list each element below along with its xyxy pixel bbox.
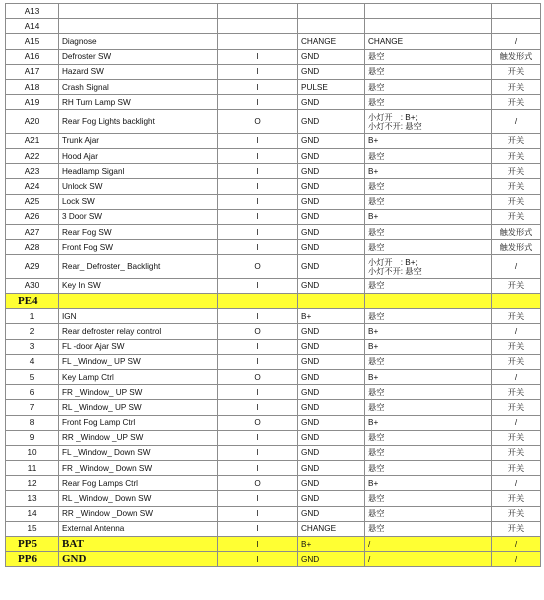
pin-definition-table <box>5 3 541 567</box>
table-row <box>6 49 541 64</box>
pin-cell: A28 <box>6 240 59 255</box>
io-type-cell: O <box>218 110 298 134</box>
signal-name-cell: Diagnose <box>59 34 218 49</box>
signal-name-cell: BAT <box>59 537 218 552</box>
inactive-level-cell: B+ <box>365 369 492 384</box>
remark-cell <box>492 4 541 19</box>
signal-name-cell: Key Lamp Ctrl <box>59 369 218 384</box>
io-type-cell: I <box>218 506 298 521</box>
inactive-level-cell: B+ <box>365 476 492 491</box>
active-level-cell: GND <box>298 255 365 279</box>
signal-name-cell: 3 Door SW <box>59 209 218 224</box>
pin-cell: 13 <box>6 491 59 506</box>
io-type-cell: I <box>218 133 298 148</box>
remark-cell: 触发形式 <box>492 240 541 255</box>
active-level-cell <box>298 294 365 309</box>
active-level-cell: GND <box>298 278 365 293</box>
pin-cell: 6 <box>6 385 59 400</box>
signal-name-cell: IGN <box>59 309 218 324</box>
table-row <box>6 240 541 255</box>
table-row <box>6 476 541 491</box>
table-row <box>6 506 541 521</box>
signal-name-cell: Crash Signal <box>59 79 218 94</box>
table-row <box>6 278 541 293</box>
remark-cell: 开关 <box>492 339 541 354</box>
pin-cell: A26 <box>6 209 59 224</box>
remark-cell: 开关 <box>492 64 541 79</box>
io-type-cell <box>218 4 298 19</box>
signal-name-cell: FL _Window_ UP SW <box>59 354 218 369</box>
inactive-level-cell: 悬空 <box>365 445 492 460</box>
remark-cell: / <box>492 34 541 49</box>
signal-name-cell: Trunk Ajar <box>59 133 218 148</box>
io-type-cell: I <box>218 339 298 354</box>
remark-cell: 开关 <box>492 506 541 521</box>
pin-cell: PE4 <box>6 294 59 309</box>
pin-cell: 7 <box>6 400 59 415</box>
signal-name-cell: Unlock SW <box>59 179 218 194</box>
remark-cell: 开关 <box>492 491 541 506</box>
active-level-cell: GND <box>298 110 365 134</box>
io-type-cell: I <box>218 430 298 445</box>
pin-cell: A14 <box>6 19 59 34</box>
inactive-level-cell: 悬空 <box>365 224 492 239</box>
io-type-cell: O <box>218 324 298 339</box>
remark-cell: 开关 <box>492 95 541 110</box>
io-type-cell: I <box>218 400 298 415</box>
remark-cell: 触发形式 <box>492 224 541 239</box>
table-row <box>6 339 541 354</box>
active-level-cell <box>298 4 365 19</box>
active-level-cell <box>298 19 365 34</box>
signal-name-cell: FL _Window_ Down SW <box>59 445 218 460</box>
table-row <box>6 110 541 134</box>
io-type-cell: I <box>218 209 298 224</box>
table-row <box>6 255 541 279</box>
remark-cell: 开关 <box>492 179 541 194</box>
inactive-level-cell: 悬空 <box>365 491 492 506</box>
signal-name-cell: Rear Fog SW <box>59 224 218 239</box>
io-type-cell: I <box>218 552 298 567</box>
table-row <box>6 95 541 110</box>
remark-cell: 开关 <box>492 309 541 324</box>
pin-cell: 9 <box>6 430 59 445</box>
active-level-cell: GND <box>298 400 365 415</box>
table-row <box>6 194 541 209</box>
io-type-cell: O <box>218 476 298 491</box>
pin-cell: 3 <box>6 339 59 354</box>
io-type-cell: I <box>218 164 298 179</box>
table-row <box>6 149 541 164</box>
io-type-cell <box>218 294 298 309</box>
table-row <box>6 309 541 324</box>
io-type-cell: I <box>218 224 298 239</box>
signal-name-cell: Rear_ Defroster_ Backlight <box>59 255 218 279</box>
signal-name-cell: Hazard SW <box>59 64 218 79</box>
pin-cell: 14 <box>6 506 59 521</box>
signal-name-cell: Front Fog SW <box>59 240 218 255</box>
io-type-cell: I <box>218 537 298 552</box>
inactive-level-cell: 悬空 <box>365 400 492 415</box>
remark-cell: 开关 <box>492 461 541 476</box>
table-row <box>6 4 541 19</box>
pin-cell: PP5 <box>6 537 59 552</box>
io-type-cell: I <box>218 445 298 460</box>
table-row <box>6 133 541 148</box>
inactive-level-cell: 悬空 <box>365 79 492 94</box>
active-level-cell: GND <box>298 461 365 476</box>
pin-cell: 11 <box>6 461 59 476</box>
remark-cell <box>492 294 541 309</box>
inactive-level-cell: B+ <box>365 209 492 224</box>
io-type-cell: O <box>218 369 298 384</box>
remark-cell: 开关 <box>492 278 541 293</box>
inactive-level-cell: 小灯开 : B+; 小灯不开: 悬空 <box>365 255 492 279</box>
io-type-cell: I <box>218 461 298 476</box>
table-row <box>6 224 541 239</box>
inactive-level-cell: / <box>365 552 492 567</box>
pin-cell: A19 <box>6 95 59 110</box>
inactive-level-cell: CHANGE <box>365 34 492 49</box>
inactive-level-cell: 悬空 <box>365 521 492 536</box>
inactive-level-cell: B+ <box>365 339 492 354</box>
active-level-cell: GND <box>298 224 365 239</box>
io-type-cell: I <box>218 491 298 506</box>
signal-name-cell: FL -door Ajar SW <box>59 339 218 354</box>
io-type-cell: O <box>218 415 298 430</box>
signal-name-cell: RL _Window_ UP SW <box>59 400 218 415</box>
signal-name-cell: Defroster SW <box>59 49 218 64</box>
pin-cell: 1 <box>6 309 59 324</box>
pin-cell: 8 <box>6 415 59 430</box>
table-row <box>6 34 541 49</box>
inactive-level-cell <box>365 294 492 309</box>
signal-name-cell: FR _Window_ UP SW <box>59 385 218 400</box>
signal-name-cell: GND <box>59 552 218 567</box>
remark-cell: 开关 <box>492 521 541 536</box>
signal-name-cell: Headlamp Siganl <box>59 164 218 179</box>
connector-header-row <box>6 552 541 567</box>
pin-cell: 5 <box>6 369 59 384</box>
io-type-cell: O <box>218 255 298 279</box>
active-level-cell: GND <box>298 385 365 400</box>
remark-cell <box>492 19 541 34</box>
active-level-cell: GND <box>298 49 365 64</box>
active-level-cell: GND <box>298 240 365 255</box>
active-level-cell: GND <box>298 491 365 506</box>
io-type-cell: I <box>218 79 298 94</box>
pin-cell: A15 <box>6 34 59 49</box>
pin-cell: A16 <box>6 49 59 64</box>
active-level-cell: GND <box>298 209 365 224</box>
inactive-level-cell: 悬空 <box>365 49 492 64</box>
pin-cell: A17 <box>6 64 59 79</box>
pin-cell: A20 <box>6 110 59 134</box>
remark-cell: 开关 <box>492 430 541 445</box>
remark-cell: / <box>492 110 541 134</box>
table-row <box>6 79 541 94</box>
remark-cell: 开关 <box>492 79 541 94</box>
connector-header-row <box>6 294 541 309</box>
table-row <box>6 64 541 79</box>
io-type-cell <box>218 19 298 34</box>
inactive-level-cell: 悬空 <box>365 309 492 324</box>
active-level-cell: GND <box>298 506 365 521</box>
active-level-cell: GND <box>298 64 365 79</box>
remark-cell: 开关 <box>492 164 541 179</box>
inactive-level-cell: 悬空 <box>365 64 492 79</box>
remark-cell: / <box>492 476 541 491</box>
remark-cell: / <box>492 537 541 552</box>
pin-cell: A29 <box>6 255 59 279</box>
signal-name-cell: RL _Window_ Down SW <box>59 491 218 506</box>
signal-name-cell: Lock SW <box>59 194 218 209</box>
remark-cell: / <box>492 415 541 430</box>
active-level-cell: GND <box>298 354 365 369</box>
pin-cell: 10 <box>6 445 59 460</box>
inactive-level-cell <box>365 4 492 19</box>
remark-cell: 触发形式 <box>492 49 541 64</box>
inactive-level-cell: 悬空 <box>365 194 492 209</box>
table-row <box>6 385 541 400</box>
inactive-level-cell: B+ <box>365 164 492 179</box>
inactive-level-cell: 悬空 <box>365 179 492 194</box>
pin-cell: A23 <box>6 164 59 179</box>
remark-cell: 开关 <box>492 133 541 148</box>
table-row <box>6 209 541 224</box>
inactive-level-cell <box>365 19 492 34</box>
table-row <box>6 354 541 369</box>
inactive-level-cell: / <box>365 537 492 552</box>
pin-cell: A13 <box>6 4 59 19</box>
io-type-cell <box>218 34 298 49</box>
pin-cell: A25 <box>6 194 59 209</box>
remark-cell: / <box>492 324 541 339</box>
active-level-cell: GND <box>298 339 365 354</box>
signal-name-cell: Rear Fog Lights backlight <box>59 110 218 134</box>
inactive-level-cell: 悬空 <box>365 354 492 369</box>
active-level-cell: GND <box>298 164 365 179</box>
pin-cell: A21 <box>6 133 59 148</box>
inactive-level-cell: 悬空 <box>365 149 492 164</box>
pin-table-body <box>6 4 541 567</box>
pin-cell: A18 <box>6 79 59 94</box>
io-type-cell: I <box>218 385 298 400</box>
active-level-cell: GND <box>298 194 365 209</box>
pin-cell: 4 <box>6 354 59 369</box>
inactive-level-cell: 悬空 <box>365 95 492 110</box>
active-level-cell: GND <box>298 476 365 491</box>
active-level-cell: GND <box>298 415 365 430</box>
active-level-cell: GND <box>298 179 365 194</box>
table-row <box>6 415 541 430</box>
active-level-cell: CHANGE <box>298 521 365 536</box>
active-level-cell: B+ <box>298 537 365 552</box>
table-row <box>6 324 541 339</box>
remark-cell: 开关 <box>492 400 541 415</box>
signal-name-cell: RH Turn Lamp SW <box>59 95 218 110</box>
inactive-level-cell: B+ <box>365 415 492 430</box>
remark-cell: 开关 <box>492 194 541 209</box>
inactive-level-cell: 悬空 <box>365 461 492 476</box>
io-type-cell: I <box>218 149 298 164</box>
table-row <box>6 430 541 445</box>
signal-name-cell <box>59 19 218 34</box>
signal-name-cell: External Antenna <box>59 521 218 536</box>
remark-cell: 开关 <box>492 209 541 224</box>
table-row <box>6 179 541 194</box>
active-level-cell: GND <box>298 149 365 164</box>
signal-name-cell: RR _Window _UP SW <box>59 430 218 445</box>
table-row <box>6 461 541 476</box>
remark-cell: 开关 <box>492 445 541 460</box>
inactive-level-cell: B+ <box>365 324 492 339</box>
io-type-cell: I <box>218 179 298 194</box>
pin-cell: 15 <box>6 521 59 536</box>
signal-name-cell: Rear Fog Lamps Ctrl <box>59 476 218 491</box>
active-level-cell: B+ <box>298 309 365 324</box>
table-row <box>6 491 541 506</box>
inactive-level-cell: B+ <box>365 133 492 148</box>
signal-name-cell: Key In SW <box>59 278 218 293</box>
pin-cell: A24 <box>6 179 59 194</box>
signal-name-cell: RR _Window _Down SW <box>59 506 218 521</box>
pin-cell: A30 <box>6 278 59 293</box>
active-level-cell: CHANGE <box>298 34 365 49</box>
remark-cell: / <box>492 369 541 384</box>
remark-cell: 开关 <box>492 354 541 369</box>
active-level-cell: GND <box>298 369 365 384</box>
io-type-cell: I <box>218 354 298 369</box>
active-level-cell: GND <box>298 324 365 339</box>
inactive-level-cell: 悬空 <box>365 430 492 445</box>
inactive-level-cell: 悬空 <box>365 240 492 255</box>
table-row <box>6 521 541 536</box>
io-type-cell: I <box>218 521 298 536</box>
io-type-cell: I <box>218 64 298 79</box>
signal-name-cell: Rear defroster relay control <box>59 324 218 339</box>
inactive-level-cell: 悬空 <box>365 278 492 293</box>
active-level-cell: GND <box>298 445 365 460</box>
io-type-cell: I <box>218 194 298 209</box>
active-level-cell: GND <box>298 133 365 148</box>
remark-cell: / <box>492 255 541 279</box>
inactive-level-cell: 悬空 <box>365 506 492 521</box>
pin-cell: 12 <box>6 476 59 491</box>
io-type-cell: I <box>218 309 298 324</box>
remark-cell: 开关 <box>492 385 541 400</box>
pin-cell: 2 <box>6 324 59 339</box>
table-row <box>6 445 541 460</box>
signal-name-cell: FR _Window_ Down SW <box>59 461 218 476</box>
remark-cell: 开关 <box>492 149 541 164</box>
io-type-cell: I <box>218 95 298 110</box>
pin-cell: PP6 <box>6 552 59 567</box>
table-row <box>6 19 541 34</box>
active-level-cell: GND <box>298 95 365 110</box>
inactive-level-cell: 悬空 <box>365 385 492 400</box>
table-row <box>6 164 541 179</box>
table-row <box>6 400 541 415</box>
signal-name-cell: Front Fog Lamp Ctrl <box>59 415 218 430</box>
active-level-cell: PULSE <box>298 79 365 94</box>
inactive-level-cell: 小灯开 : B+; 小灯不开: 悬空 <box>365 110 492 134</box>
io-type-cell: I <box>218 49 298 64</box>
signal-name-cell <box>59 294 218 309</box>
remark-cell: / <box>492 552 541 567</box>
io-type-cell: I <box>218 278 298 293</box>
pin-cell: A22 <box>6 149 59 164</box>
signal-name-cell <box>59 4 218 19</box>
table-row <box>6 369 541 384</box>
signal-name-cell: Hood Ajar <box>59 149 218 164</box>
pin-cell: A27 <box>6 224 59 239</box>
io-type-cell: I <box>218 240 298 255</box>
active-level-cell: GND <box>298 552 365 567</box>
connector-header-row <box>6 537 541 552</box>
active-level-cell: GND <box>298 430 365 445</box>
